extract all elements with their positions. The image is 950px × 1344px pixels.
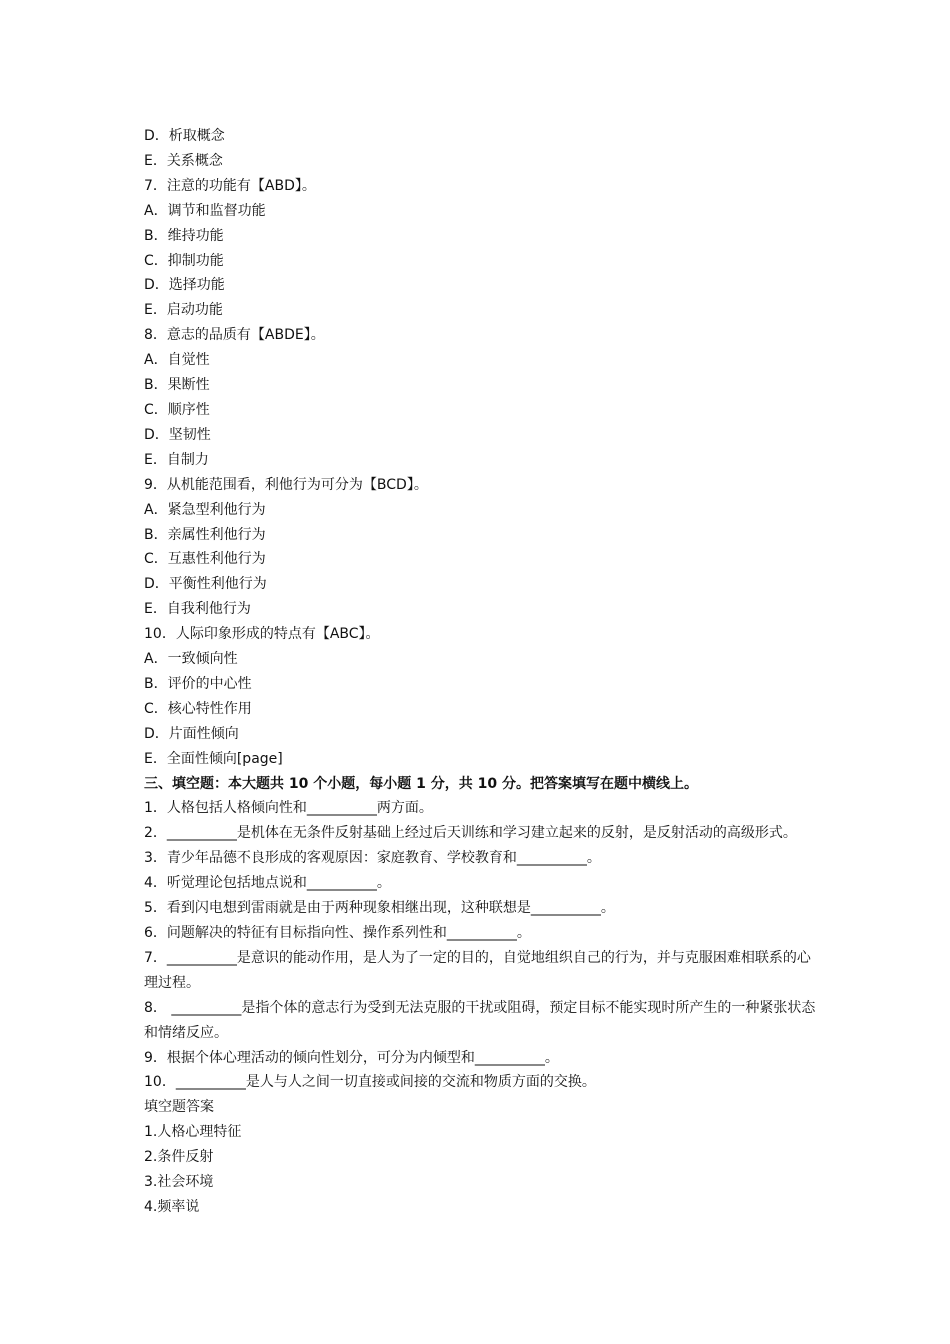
option-line: C．抑制功能 — [144, 252, 224, 269]
fill-question-line: 9．根据个体心理活动的倾向性划分，可分为内倾型和__________。 — [144, 1049, 559, 1066]
option-line: C．顺序性 — [144, 401, 210, 418]
fill-question-line: 8． __________是指个体的意志行为受到无法克服的干扰或阻碍，预定目标不能实现时所产生的一种紧张状态和情绪反应。 — [144, 999, 816, 1041]
question-line: 8．意志的品质有【ABDE】。 — [144, 327, 325, 344]
answer-heading: 填空题答案 — [144, 1099, 214, 1116]
option-line: D．片面性倾向 — [144, 725, 239, 742]
answer-line: 4.频率说 — [144, 1198, 200, 1215]
option-line: A．自觉性 — [144, 352, 210, 369]
section-heading: 三、填空题：本大题共 10 个小题，每小题 1 分，共 10 分。把答案填写在题中横线上。 — [144, 775, 698, 792]
answer-line: 3.社会环境 — [144, 1174, 214, 1191]
option-line: D．坚韧性 — [144, 426, 211, 443]
option-line: E．启动功能 — [144, 302, 223, 319]
option-line: B．果断性 — [144, 377, 210, 394]
option-line: E．自制力 — [144, 451, 209, 468]
option-line: C．互惠性利他行为 — [144, 551, 266, 568]
option-line: E．自我利他行为 — [144, 601, 251, 618]
option-line: D．选择功能 — [144, 277, 225, 294]
fill-question-line: 7．__________是意识的能动作用，是人为了一定的目的，自觉地组织自己的行为，并与克服困难相联系的心理过程。 — [144, 949, 811, 991]
option-line: B．评价的中心性 — [144, 675, 252, 692]
fill-question-line: 6．问题解决的特征有目标指向性、操作系列性和__________。 — [144, 925, 531, 941]
option-line: A．紧急型利他行为 — [144, 501, 266, 518]
option-line: A．一致倾向性 — [144, 651, 238, 668]
question-line: 10．人际印象形成的特点有【ABC】。 — [144, 626, 380, 643]
fill-question-line: 4．听觉理论包括地点说和__________。 — [144, 875, 391, 892]
option-line: B．亲属性利他行为 — [144, 526, 266, 543]
fill-question-line: 10．__________是人与人之间一切直接或间接的交流和物质方面的交换。 — [144, 1074, 596, 1091]
answer-line: 1.人格心理特征 — [144, 1124, 242, 1141]
option-line: D．析取概念 — [144, 128, 225, 144]
answer-line: 2.条件反射 — [144, 1149, 214, 1166]
document-body — [144, 124, 816, 1220]
option-line: E．关系概念 — [144, 152, 223, 169]
question-line: 7．注意的功能有【ABD】。 — [144, 177, 316, 194]
option-line: A．调节和监督功能 — [144, 202, 266, 219]
option-line: B．维持功能 — [144, 227, 224, 244]
option-line: C．核心特性作用 — [144, 700, 252, 717]
fill-question-line: 3．青少年品德不良形成的客观原因：家庭教育、学校教育和__________。 — [144, 850, 601, 867]
fill-question-line: 2．__________是机体在无条件反射基础上经过后天训练和学习建立起来的反射，是反射活动的高级形式。 — [144, 825, 797, 842]
option-line: D．平衡性利他行为 — [144, 576, 267, 593]
question-line: 9．从机能范围看，利他行为可分为【BCD】。 — [144, 476, 428, 493]
option-line: E．全面性倾向[page] — [144, 750, 283, 767]
fill-question-line: 5．看到闪电想到雷雨就是由于两种现象相继出现，这种联想是__________。 — [144, 900, 615, 917]
fill-question-line: 1．人格包括人格倾向性和__________两方面。 — [144, 800, 433, 817]
